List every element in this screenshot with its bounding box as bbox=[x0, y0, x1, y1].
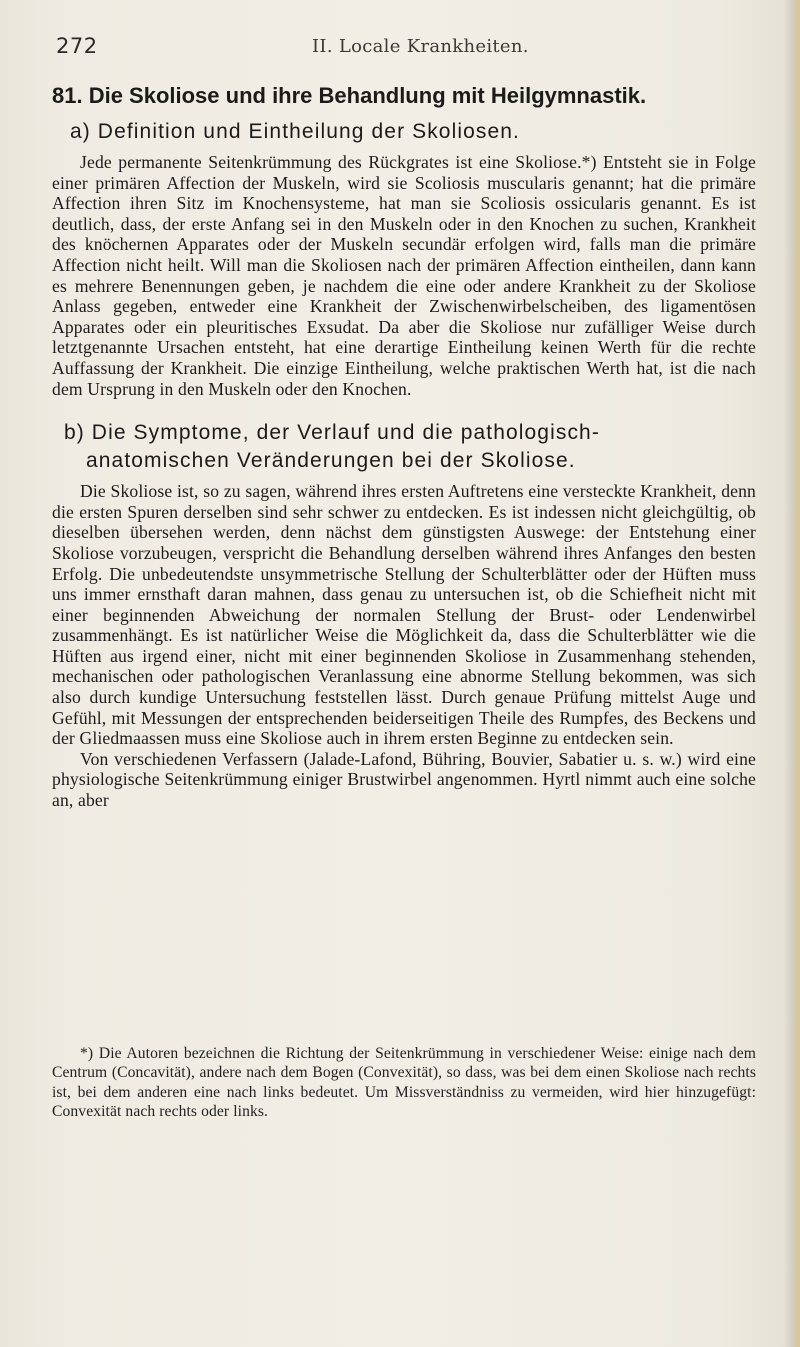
running-title: II. Locale Krankheiten. bbox=[312, 36, 529, 57]
page-number: 272 bbox=[56, 34, 98, 58]
spacer bbox=[52, 399, 756, 413]
subsection-b-heading-line1: b) Die Symptome, der Verlauf und die pathologisch- bbox=[64, 421, 600, 445]
section-title: 81. Die Skoliose und ihre Behandlung mit Heilgymnastik. bbox=[52, 83, 647, 108]
main-text bbox=[52, 80, 756, 811]
subsection-a-heading: a) Definition und Eintheilung der Skoliosen. bbox=[70, 120, 520, 143]
subsection-b-heading-line2: anatomischen Veränderungen bei der Skoliose. bbox=[86, 449, 576, 473]
page-edge bbox=[784, 0, 800, 1347]
running-head bbox=[56, 34, 756, 62]
paragraph-authors: Von verschiedenen Verfassern (Jalade-Lafond, Bühring, Bouvier, Sabatier u. s. w.) wird eine physiologische Seitenkrümmung einiger Brustwirbel angenommen. Hyrtl nimmt auch eine solche an, aber bbox=[52, 748, 756, 811]
subsection-b-heading bbox=[52, 419, 756, 475]
paragraph-definition: Jede permanente Seitenkrümmung des Rückgrates ist eine Skoliose.*) Entsteht sie in Folge einer primären Affection der Muskeln, wird sie Scoliosis muscularis genannt; hat die primäre Affection ihren Sitz im Knochensysteme, hat man sie Scoliosis ossicularis genannt. Es ist deutlich, dass, der erste Anfang sei in den Muskeln oder in den Knochen zu suchen, Krankheit des knöchernen Apparates oder der Muskeln secundär erfolgen wird, falls man die primäre Affection nicht heilt. Will man die Skoliosen nach der primären Affection eintheilen, dann kann es mehrere Benennungen geben, je nachdem die eine oder andere Krankheit zu der Skoliose Anlass gegeben, entweder eine Krankheit der Zwischenwirbelscheiben, des ligamentösen Apparates oder ein pleuritisches Exsudat. Da aber die Skoliose nur zufälliger Weise durch letztgenannte Ursachen entsteht, hat eine derartige Eintheilung keinen Werth für die rechte Auffassung der Krankheit. Die einzige Eintheilung, welche praktischen Werth hat, ist die nach dem Ursprung in den Muskeln oder den Knochen. bbox=[52, 152, 756, 399]
footnote: *) Die Autoren bezeichnen die Richtung der Seitenkrümmung in verschiedener Weise: einige nach dem Centrum (Concavität), andere nach dem Bogen (Convexität), so dass, was bei dem einen Skoliose nach rechts ist, bei dem anderen eine nach links bedeutet. Um Missverständniss zu vermeiden, wird hier hinzugefügt: Convexität nach rechts oder links. bbox=[52, 1045, 756, 1121]
paragraph-symptoms: Die Skoliose ist, so zu sagen, während ihres ersten Auftretens eine versteckte Krankheit, denn die ersten Spuren derselben sind sehr schwer zu entdecken. Es ist indessen nicht gleichgültig, ob dieselben übersehen werden, denn nächst dem günstigsten Auswege: der Entstehung einer Skoliose vorzubeugen, verspricht die Behandlung derselben während ihres Anfanges den besten Erfolg. Die unbedeutendste unsymmetrische Stellung der Schulterblätter oder der Hüften muss uns immer ernsthaft daran mahnen, dass genau zu untersuchen ist, ob die Schiefheit nicht mit einer beginnenden Abweichung der normalen Stellung der Brust- oder Lendenwirbel zusammenhängt. Es ist natürlicher Weise die Möglichkeit da, dass die Schulterblätter wie die Hüften aus irgend einer, nicht mit einer beginnenden Skoliose in Zusammenhang stehenden, mechanischen oder pathologischen Veranlassung eine abnorme Stellung bekommen, was sich also durch kundige Untersuchung feststellen lässt. Durch genaue Prüfung mittelst Auge und Gefühl, mit Messungen der entsprechenden beiderseitigen Theile des Rumpfes, des Beckens und der Gliedmaassen muss eine Skoliose auch in ihrem ersten Beginne zu entdecken sein. bbox=[52, 481, 756, 749]
